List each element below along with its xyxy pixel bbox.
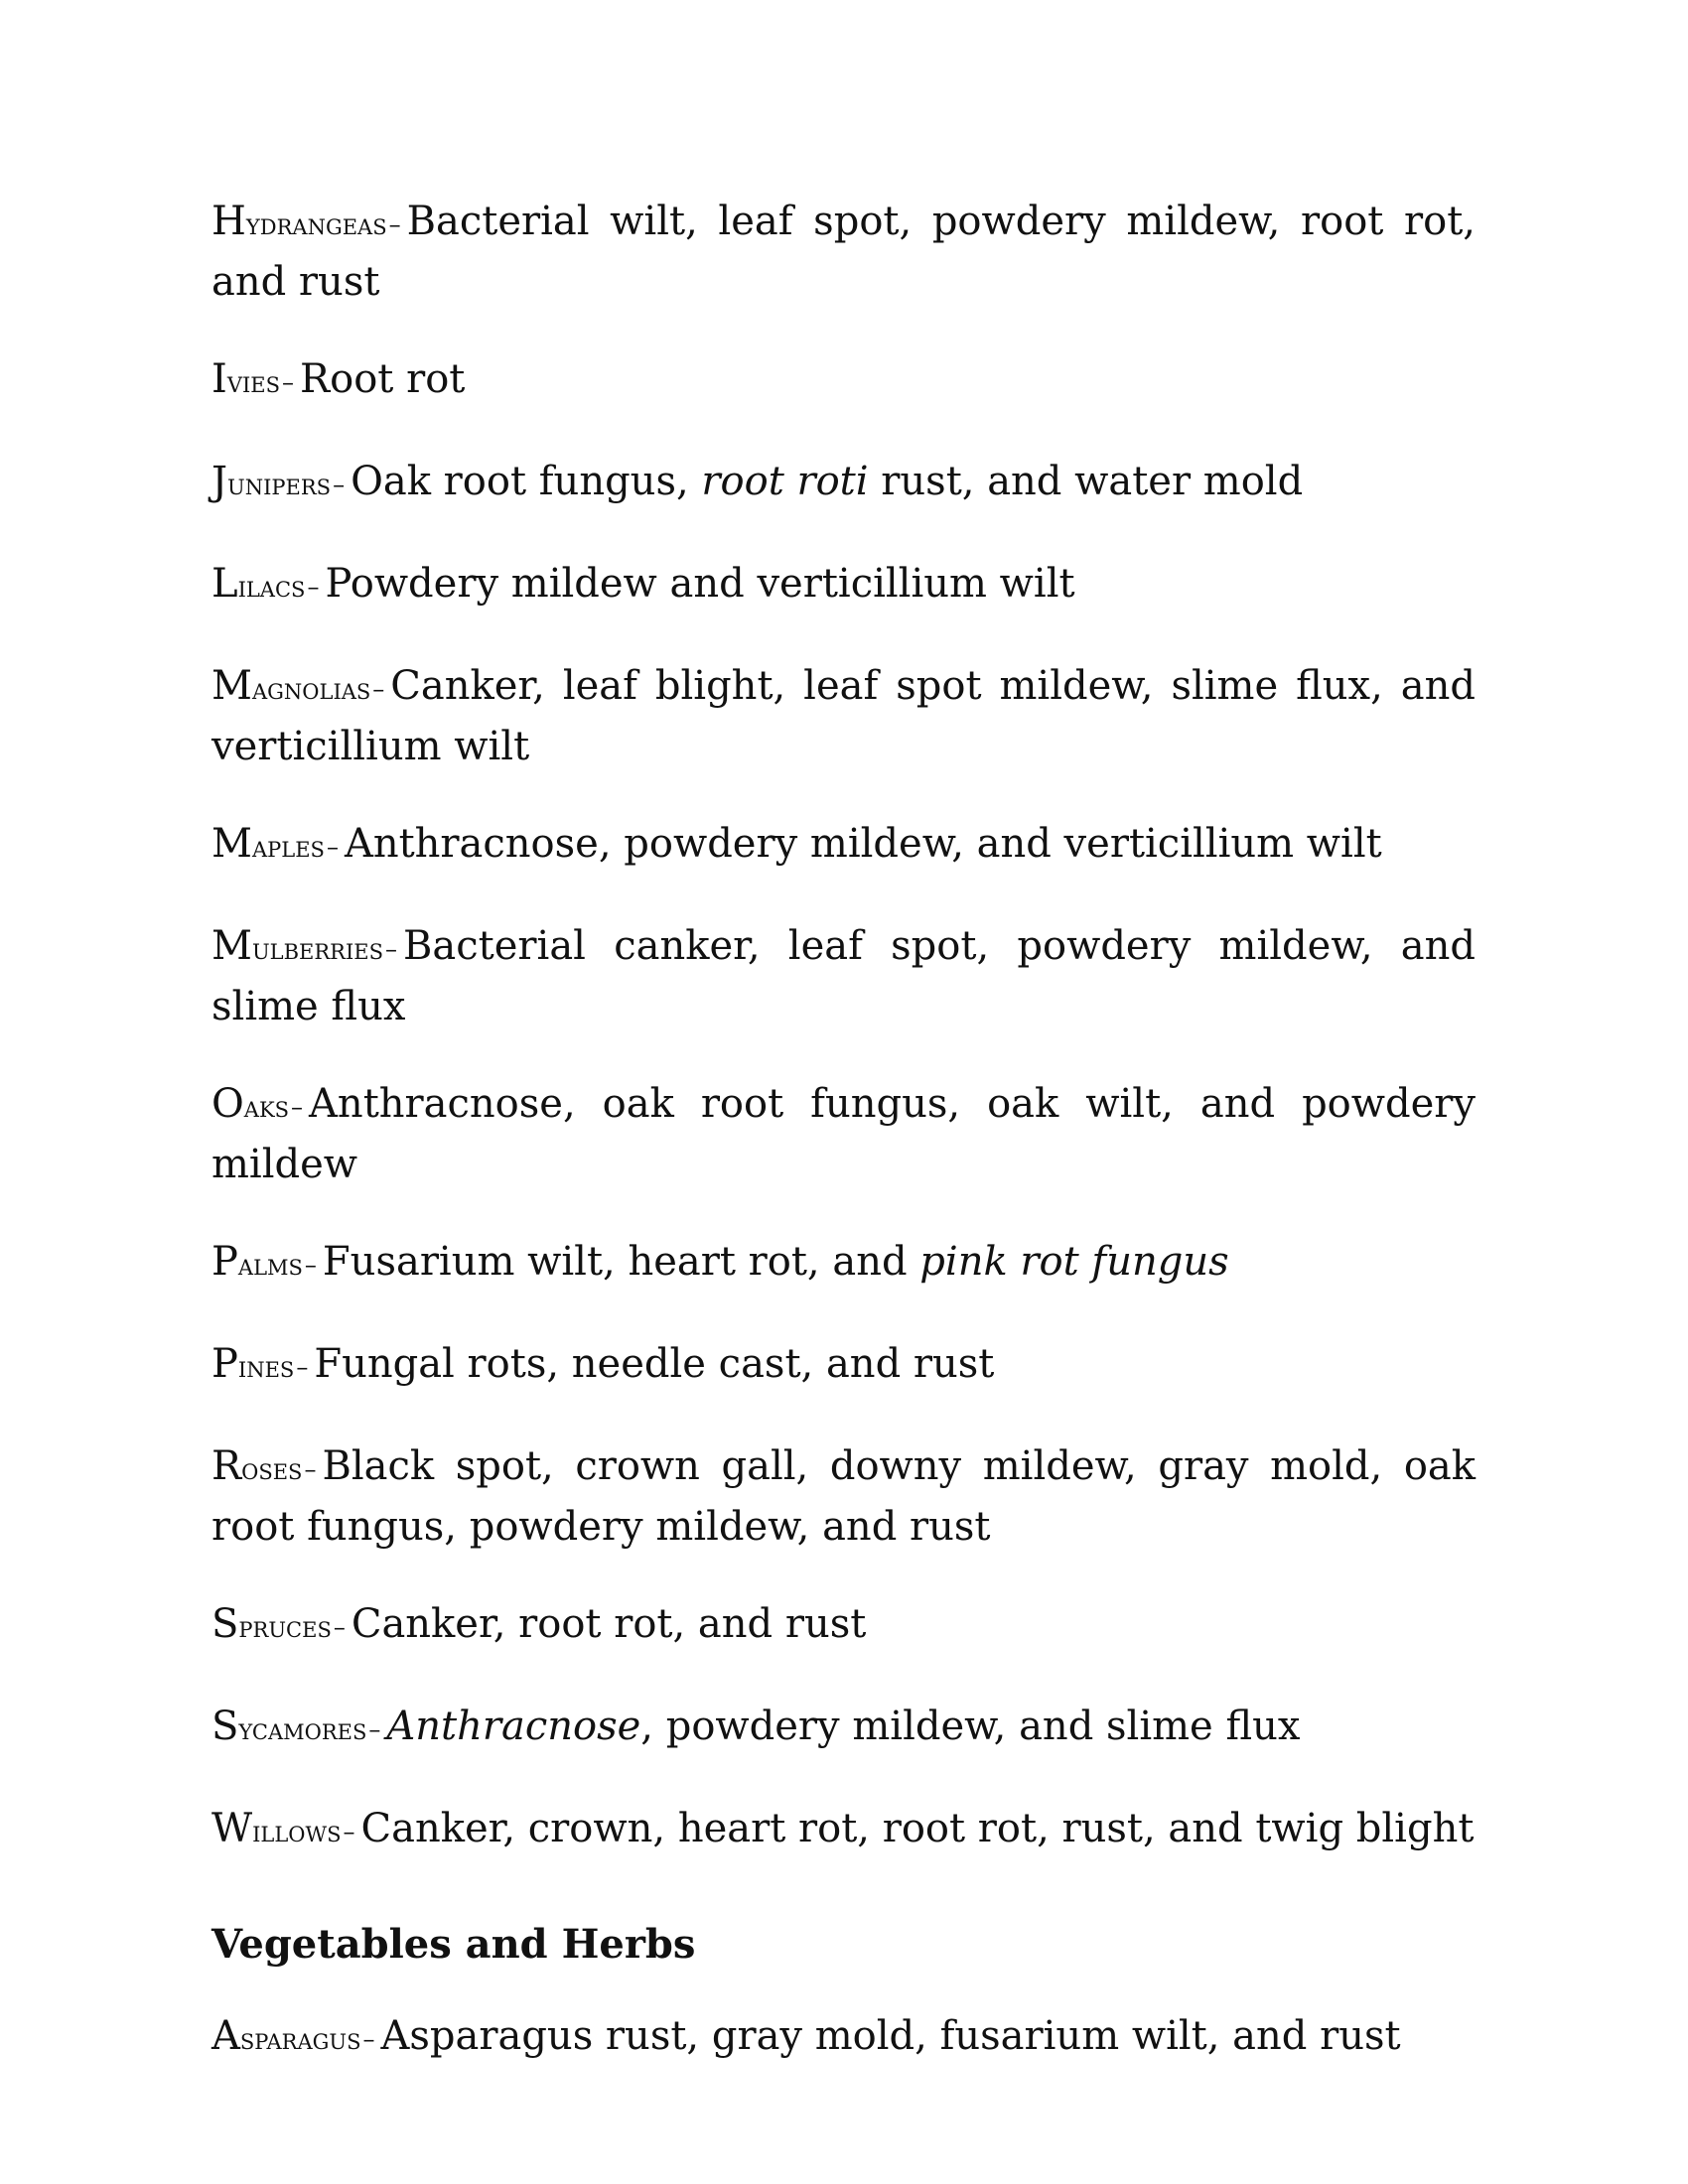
disease-list: Anthracnose, powdery mildew, and verticillium wilt xyxy=(344,821,1382,867)
section-heading: Vegetables and Herbs xyxy=(211,1921,696,1968)
entry-pines: Pines– Fungal rots, needle cast, and rust xyxy=(211,1341,995,1387)
disease-list: Anthracnose, oak root fungus, oak wilt, and powdery mildew xyxy=(211,1081,1476,1187)
plant-name: Asparagus xyxy=(211,2013,361,2059)
entry-oaks: Oaks– Anthracnose, oak root fungus, oak wilt, and powdery mildew xyxy=(211,1081,1476,1187)
entry-maples: Maples– Anthracnose, powdery mildew, and verticillium wilt xyxy=(211,821,1382,867)
entry-hydrangeas: Hydrangeas– Bacterial wilt, leaf spot, powdery mildew, root rot, and rust xyxy=(211,199,1476,305)
disease-list: Oak root fungus, root roti rust, and water mold xyxy=(351,459,1304,504)
plant-name: Spruces xyxy=(211,1601,332,1647)
disease-list: Fusarium wilt, heart rot, and pink rot fungus xyxy=(322,1239,1229,1285)
italic-term: root roti xyxy=(701,459,869,504)
disease-list: Powdery mildew and verticillium wilt xyxy=(325,561,1075,607)
italic-term: Anthracnose xyxy=(386,1704,641,1749)
disease-list: Bacterial wilt, leaf spot, powdery mildew, root rot, and rust xyxy=(211,199,1476,305)
plant-name: Junipers xyxy=(211,459,332,504)
disease-list: Canker, root rot, and rust xyxy=(351,1601,867,1647)
disease-list: Anthracnose, powdery mildew, and slime flux xyxy=(386,1704,1301,1749)
page-content xyxy=(211,194,1476,2111)
disease-list: Canker, crown, heart rot, root rot, rust, and twig blight xyxy=(360,1806,1475,1851)
entry-roses: Roses– Black spot, crown gall, downy mildew, gray mold, oak root fungus, powdery mildew, and rust xyxy=(211,1443,1476,1550)
italic-term: pink rot fungus xyxy=(919,1239,1229,1285)
entry-palms: Palms– Fusarium wilt, heart rot, and pink rot fungus xyxy=(211,1239,1229,1285)
disease-list: Canker, leaf blight, leaf spot mildew, slime flux, and verticillium wilt xyxy=(211,663,1476,769)
plant-name: Hydrangeas xyxy=(211,199,387,244)
plant-name: Pines xyxy=(211,1341,295,1387)
disease-list: Fungal rots, needle cast, and rust xyxy=(314,1341,995,1387)
plant-name: Palms xyxy=(211,1239,303,1285)
plant-name: Willows xyxy=(211,1806,342,1851)
plant-name: Magnolias xyxy=(211,663,371,709)
entry-magnolias: Magnolias– Canker, leaf blight, leaf spot mildew, slime flux, and verticillium wilt xyxy=(211,663,1476,769)
entry-willows: Willows– Canker, crown, heart rot, root rot, rust, and twig blight xyxy=(211,1806,1475,1851)
disease-list: Black spot, crown gall, downy mildew, gray mold, oak root fungus, powdery mildew, and rust xyxy=(211,1443,1476,1550)
plant-name: Roses xyxy=(211,1443,303,1489)
entry-spruces: Spruces– Canker, root rot, and rust xyxy=(211,1601,867,1647)
plant-name: Ivies xyxy=(211,356,280,402)
plant-name: Oaks xyxy=(211,1081,290,1127)
entry-lilacs: Lilacs– Powdery mildew and verticillium wilt xyxy=(211,561,1075,607)
entry-sycamores: Sycamores– Anthracnose, powdery mildew, and slime flux xyxy=(211,1704,1301,1749)
plant-name: Maples xyxy=(211,821,325,867)
disease-list: Root rot xyxy=(300,356,466,402)
plant-name: Lilacs xyxy=(211,561,306,607)
disease-list: Asparagus rust, gray mold, fusarium wilt, and rust xyxy=(380,2013,1401,2059)
entry-junipers: Junipers– Oak root fungus, root roti rust, and water mold xyxy=(211,459,1304,504)
plant-name: Mulberries xyxy=(211,923,384,969)
disease-list: Bacterial canker, leaf spot, powdery mildew, and slime flux xyxy=(211,923,1476,1029)
entry-mulberries: Mulberries– Bacterial canker, leaf spot, powdery mildew, and slime flux xyxy=(211,923,1476,1029)
entry-asparagus: Asparagus– Asparagus rust, gray mold, fusarium wilt, and rust xyxy=(211,2013,1401,2059)
plant-name: Sycamores xyxy=(211,1704,367,1749)
entry-ivies: Ivies– Root rot xyxy=(211,356,466,402)
